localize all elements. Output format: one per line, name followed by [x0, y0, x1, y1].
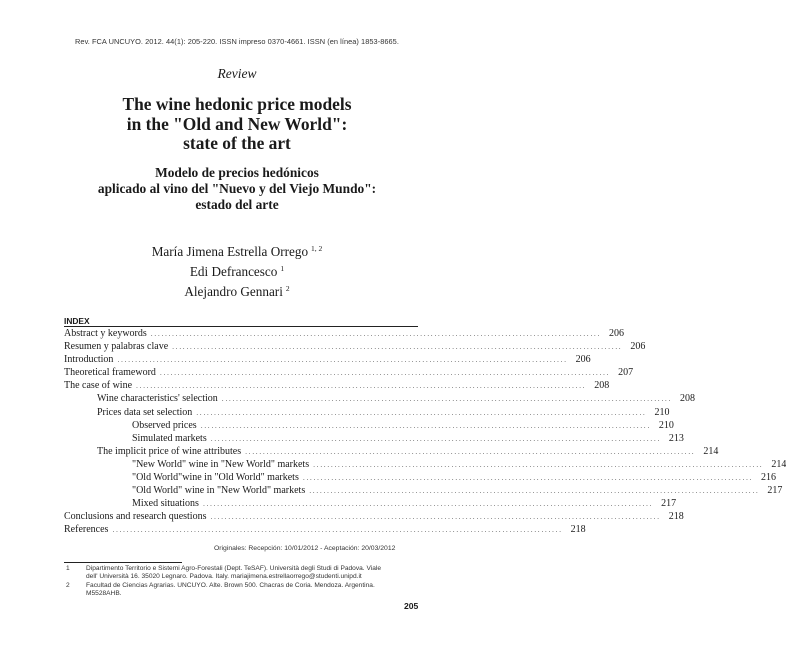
- title-line: in the "Old and New World":: [126, 113, 348, 134]
- toc-entry-page: 217: [661, 498, 677, 510]
- toc-entry-page: 216: [761, 472, 777, 484]
- toc-entry-page: 217: [767, 485, 783, 497]
- toc-dot-leader: ...............................................................................................................................: [309, 488, 760, 496]
- article-title: [0, 95, 474, 154]
- author-affiliation: 1: [280, 264, 285, 273]
- author-affiliation: 2: [285, 284, 290, 293]
- article-subtitle-spanish: [0, 165, 474, 212]
- page-number: 205: [404, 601, 419, 611]
- toc-entry: [64, 523, 586, 536]
- toc-entry: [64, 392, 695, 405]
- toc-entry-page: 213: [668, 432, 684, 444]
- toc-dot-leader: ...............................................................................................................................: [117, 357, 568, 365]
- toc-entry: [64, 340, 646, 353]
- toc-entry-label: Prices data set selection: [97, 406, 193, 418]
- toc-dot-leader: ...............................................................................................................................: [172, 344, 623, 352]
- toc-dot-leader: ...............................................................................................................................: [210, 514, 661, 522]
- toc-entry: [64, 510, 684, 523]
- toc-dot-leader: ...............................................................................................................................: [200, 422, 651, 430]
- author: [0, 240, 474, 260]
- toc-entry-page: 218: [668, 511, 684, 523]
- toc-entry-label: Wine characteristics' selection: [97, 393, 218, 405]
- author: [0, 260, 474, 280]
- footnote-number: 2: [66, 582, 70, 590]
- footnote-text: [86, 582, 418, 598]
- subtitle-line: Modelo de precios hedónicos: [155, 165, 319, 180]
- toc-entry-label: Introduction: [64, 354, 114, 366]
- toc-entry-label: Observed prices: [132, 419, 197, 431]
- toc-entry: [64, 471, 777, 484]
- toc-entry-label: Theoretical frameword: [64, 367, 156, 379]
- toc-entry: [64, 445, 719, 458]
- journal-reference: Rev. FCA UNCUYO. 2012. 44(1): 205-220. ISSN impreso 0370-4661. ISSN (en línea) 1853-8665.: [75, 37, 399, 46]
- toc-dot-leader: ...............................................................................................................................: [159, 370, 611, 378]
- toc-entry: [64, 366, 634, 379]
- toc-entry: [64, 484, 783, 497]
- toc-entry-label: Resumen y palabras clave: [64, 341, 169, 353]
- footnote-line: dell' Università 16. 35020 Legnaro. Padova. Italy. mariajimena.estrellaorrego@studenti.unipd.it: [86, 573, 362, 581]
- toc-entry-page: 210: [658, 419, 674, 431]
- toc-entry-label: The implicit price of wine attributes: [97, 445, 242, 457]
- received-accepted-dates: Originales: Recepción: 10/01/2012 - Aceptación: 20/03/2012: [214, 545, 396, 552]
- toc-entry-label: Simulated markets: [132, 432, 207, 444]
- toc-entry-label: Conclusions and research questions: [64, 511, 207, 523]
- toc-entry-page: 214: [703, 445, 719, 457]
- author-affiliation: 1, 2: [311, 244, 323, 253]
- toc-entry-label: "Old World" wine in "New World" markets: [132, 485, 306, 497]
- toc-entry: [64, 353, 591, 366]
- footnote: [64, 582, 418, 598]
- toc-entry-label: The case of wine: [64, 380, 133, 392]
- toc-entry: [64, 327, 624, 340]
- author-name: Alejandro Gennari: [184, 284, 283, 299]
- toc-entry-page: 208: [594, 380, 610, 392]
- toc-dot-leader: ...............................................................................................................................: [202, 501, 654, 509]
- toc-entry: [64, 497, 677, 510]
- toc-entry-page: 207: [618, 367, 634, 379]
- footnote-line: Facultad de Ciencias Agrarias. UNCUYO. Alte. Brown 500. Chacras de Coria. Mendoza. Argentina.: [86, 582, 375, 590]
- toc-entry: [64, 458, 786, 471]
- subtitle-line: estado del arte: [195, 196, 279, 212]
- footnote-line: M5528AHB.: [86, 590, 122, 598]
- toc-entry-page: 218: [570, 524, 586, 536]
- title-line: The wine hedonic price models: [122, 94, 352, 114]
- footnote-divider: [64, 562, 182, 563]
- author-name: Edi Defrancesco: [189, 264, 278, 279]
- toc-entry-page: 206: [608, 328, 624, 339]
- toc-dot-leader: ...............................................................................................................................: [221, 396, 672, 404]
- toc-entry-label: Abstract y keywords: [64, 328, 147, 339]
- toc-dot-leader: ...............................................................................................................................: [112, 527, 563, 535]
- toc-entry-page: 206: [575, 354, 591, 366]
- toc-entry-page: 208: [680, 393, 695, 405]
- toc-entry: [64, 406, 670, 419]
- author-list: [0, 240, 474, 300]
- toc-entry: [64, 379, 610, 392]
- toc-entry-label: "New World" wine in "New World" markets: [132, 458, 310, 470]
- toc-entry-page: 206: [630, 341, 646, 353]
- toc-entry-label: Mixed situations: [132, 498, 199, 510]
- footnote: [64, 565, 418, 581]
- index-heading: INDEX: [64, 316, 90, 326]
- toc-dot-leader: ...............................................................................................................................: [196, 409, 647, 417]
- toc-dot-leader: ...............................................................................................................................: [210, 435, 661, 443]
- table-of-contents: [64, 327, 786, 537]
- toc-entry-label: References: [64, 524, 109, 536]
- toc-dot-leader: ...............................................................................................................................: [245, 448, 696, 456]
- footnote-number: 1: [66, 565, 70, 572]
- article-type: Review: [217, 66, 257, 81]
- footnotes: [64, 565, 418, 599]
- toc-dot-leader: ...............................................................................................................................: [313, 461, 764, 469]
- footnote-text: [86, 565, 418, 581]
- author: [0, 280, 474, 300]
- toc-entry: [64, 432, 684, 445]
- subtitle-line: aplicado al vino del "Nuevo y del Viejo Mundo":: [97, 180, 377, 196]
- toc-dot-leader: ...............................................................................................................................: [150, 331, 601, 338]
- toc-entry-label: "Old World"wine in "Old World" markets: [132, 472, 299, 484]
- footnote-line: Dipartimento Territorio e Sistemi Agro-Forestali (Dept. TeSAF). Università degli Studi di Padova. Viale: [86, 565, 382, 572]
- title-line: state of the art: [183, 133, 291, 153]
- toc-entry-page: 214: [771, 458, 786, 470]
- toc-dot-leader: ...............................................................................................................................: [302, 475, 754, 483]
- toc-entry: [64, 419, 674, 432]
- author-name: María Jimena Estrella Orrego: [151, 244, 309, 259]
- toc-dot-leader: ...............................................................................................................................: [136, 383, 587, 391]
- toc-entry-page: 210: [654, 406, 670, 418]
